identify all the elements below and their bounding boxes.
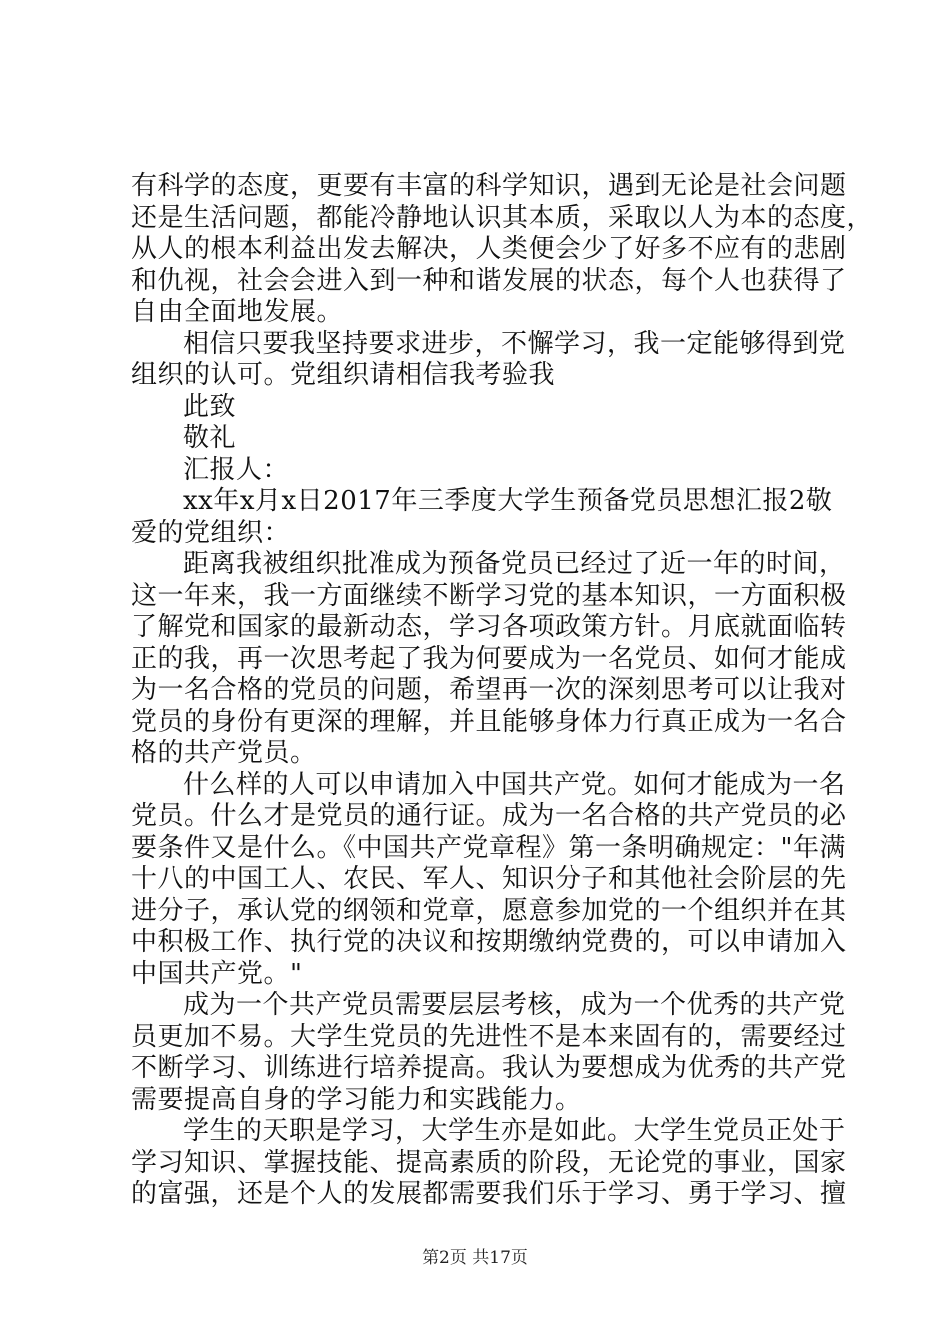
- text-line: 要条件又是什么。《中国共产党章程》第一条明确规定："年满: [131, 832, 846, 863]
- text-line: 学生的天职是学习，大学生亦是如此。大学生党员正处于: [183, 1116, 846, 1146]
- text-line: 此致: [183, 391, 237, 422]
- text-line: 什么样的人可以申请加入中国共产党。如何才能成为一名: [183, 769, 846, 800]
- text-line: 还是生活问题，都能冷静地认识其本质，采取以人为本的态度，: [131, 202, 874, 233]
- text-line: 和仇视，社会会进入到一种和谐发展的状态，每个人也获得了: [131, 265, 847, 296]
- text-line: 这一年来，我一方面继续不断学习党的基本知识，一方面积极: [131, 580, 847, 611]
- text-line: 需要提高自身的学习能力和实践能力。: [131, 1084, 582, 1115]
- text-line: 党员。什么才是党员的通行证。成为一名合格的共产党员的必: [131, 801, 847, 831]
- text-line: 从人的根本利益出发去解决，人类便会少了好多不应有的悲剧: [131, 234, 847, 264]
- document-body: [131, 171, 874, 1211]
- text-line: 汇报人：: [183, 454, 290, 485]
- text-line: 中国共产党。": [131, 958, 303, 989]
- text-line: 爱的党组织：: [131, 517, 291, 548]
- text-line: 自由全面地发展。: [131, 297, 344, 327]
- text-line: 成为一个共产党员需要层层考核，成为一个优秀的共产党: [183, 990, 846, 1020]
- text-line: 格的共产党员。: [131, 738, 317, 768]
- text-line: 进分子，承认党的纲领和党章，愿意参加党的一个组织并在其: [131, 895, 847, 926]
- text-line: 十八的中国工人、农民、军人、知识分子和其他社会阶层的先: [131, 864, 847, 894]
- text-line: 党员的身份有更深的理解，并且能够身体力行真正成为一名合: [131, 706, 847, 737]
- text-line: 学习知识、掌握技能、提高素质的阶段，无论党的事业，国家: [131, 1147, 847, 1178]
- text-line: 员更加不易。大学生党员的先进性不是本来固有的，需要经过: [131, 1021, 847, 1052]
- text-line: 的富强，还是个人的发展都需要我们乐于学习、勇于学习、擅: [131, 1179, 847, 1209]
- text-line: 相信只要我坚持要求进步，不懈学习，我一定能够得到党: [183, 328, 846, 359]
- text-line: 中积极工作、执行党的决议和按期缴纳党费的，可以申请加入: [131, 927, 847, 957]
- text-line: 有科学的态度，更要有丰富的科学知识，遇到无论是社会问题: [131, 171, 847, 201]
- text-line: 为一名合格的党员的问题，希望再一次的深刻思考可以让我对: [131, 675, 847, 705]
- text-line: 距离我被组织批准成为预备党员已经过了近一年的时间，: [183, 549, 846, 579]
- text-line: xx年x月x日2017年三季度大学生预备党员思想汇报2敬: [183, 486, 833, 516]
- text-line: 不断学习、训练进行培养提高。我认为要想成为优秀的共产党: [131, 1053, 847, 1083]
- text-line: 敬礼: [183, 423, 237, 453]
- page-footer: 第2页 共17页: [422, 1248, 528, 1268]
- text-line: 正的我，再一次思考起了我为何要成为一名党员、如何才能成: [131, 643, 847, 674]
- text-line: 组织的认可。党组织请相信我考验我: [131, 360, 556, 390]
- text-line: 了解党和国家的最新动态，学习各项政策方针。月底就面临转: [131, 612, 847, 642]
